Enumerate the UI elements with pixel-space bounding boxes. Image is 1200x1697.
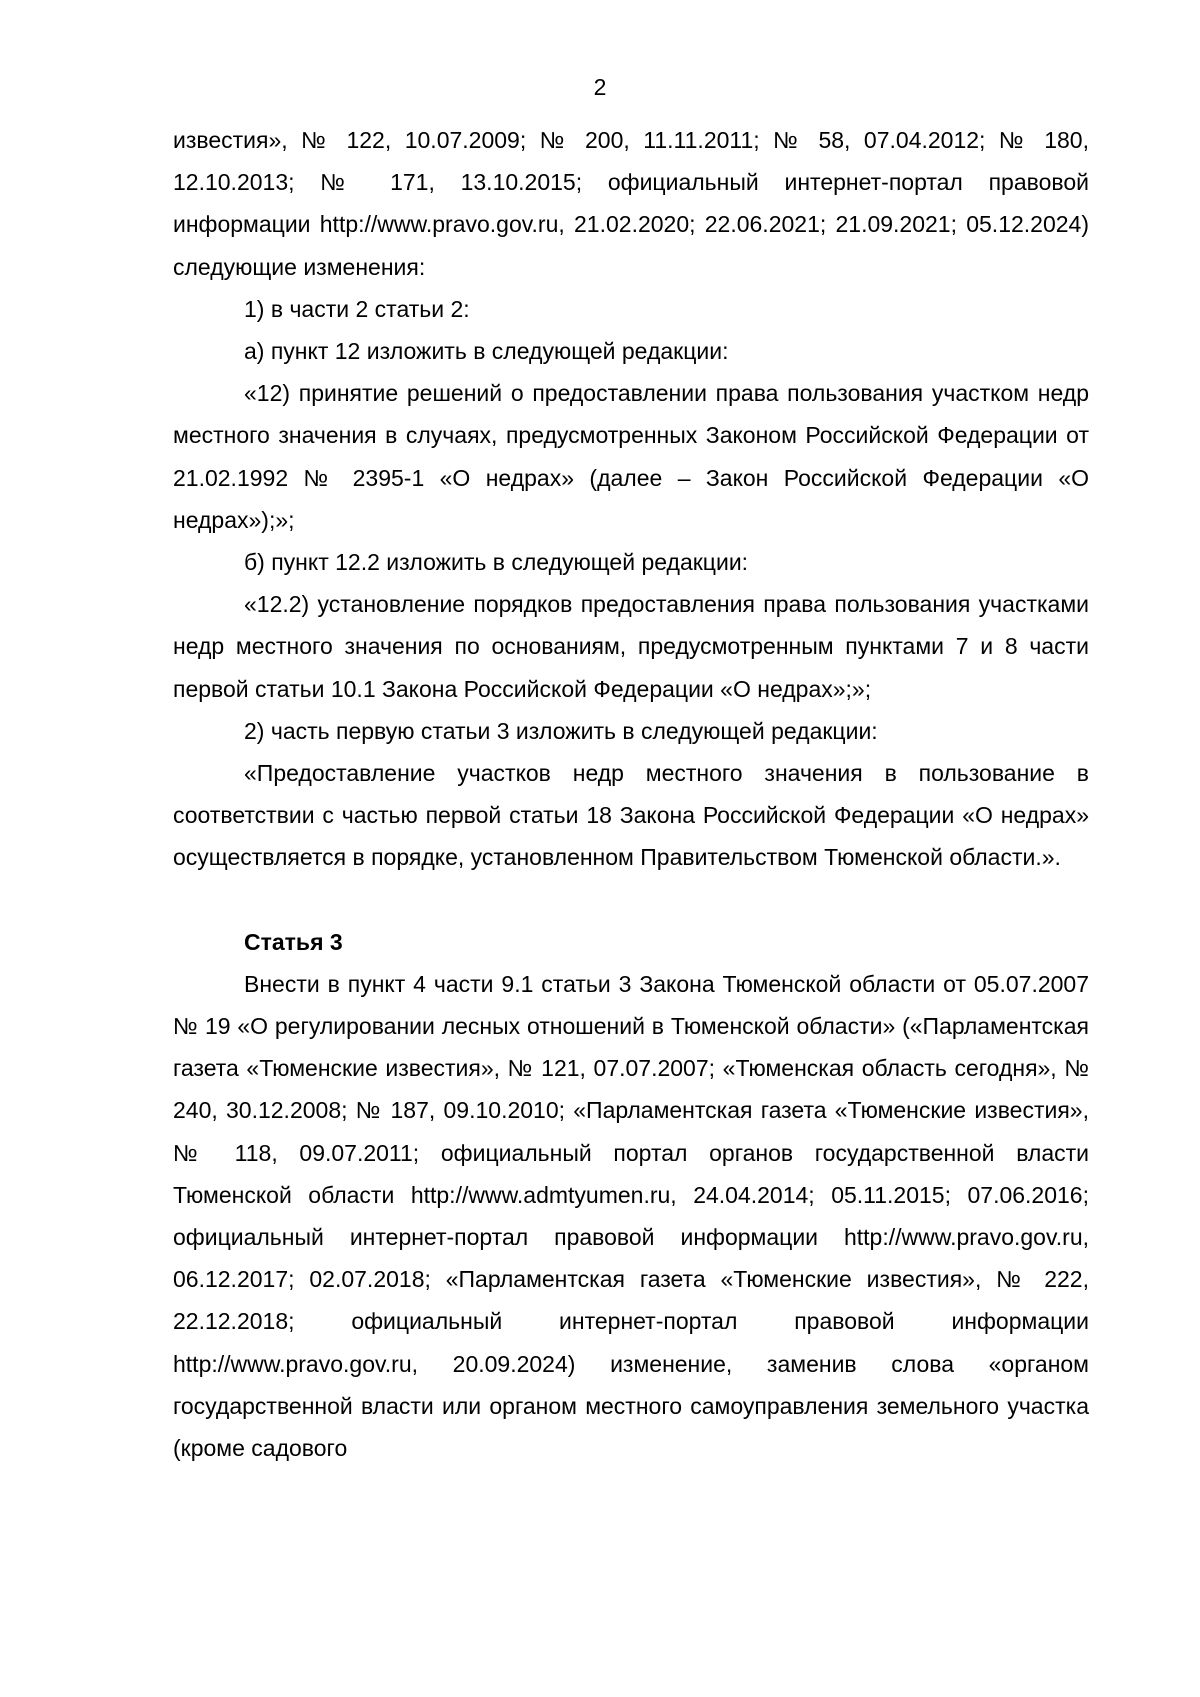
paragraph-continuation: известия», № 122, 10.07.2009; № 200, 11.11.2011; № 58, 07.04.2012; № 180, 12.10.2013; № 171, 13.10.2015; официальный интернет-портал правовой информации http://www.pravo.gov.ru, 21.02.2020; 22.06.2021; 21.09.2021; 05.12.2024) следующие изменения: (173, 127, 1089, 280)
paragraph-item-1: 1) в части 2 статьи 2: (244, 295, 470, 322)
paragraph-quote-article-3: «Предоставление участков недр местного значения в пользование в соответствии с частью первой статьи 18 Закона Российской Федерации «О недрах» осуществляется в порядке, установленном Правительством Тюменской области.». (173, 760, 1089, 871)
paragraph-article-3-body: Внести в пункт 4 части 9.1 статьи 3 Закона Тюменской области от 05.07.2007 № 19 «О регулировании лесных отношений в Тюменской области» («Парламентская газета «Тюменские известия», № 121, 07.07.2007; «Тюменская область сегодня», № 240, 30.12.2008; № 187, 09.10.2010; «Парламентская газета «Тюменские известия», № 118, 09.07.2011; официальный портал органов государственной власти Тюменской области http://www.admtyumen.ru, 24.04.2014; 05.11.2015; 07.06.2016; официальный интернет-портал правовой информации http://www.pravo.gov.ru, 06.12.2017; 02.07.2018; «Парламентская газета «Тюменские известия», № 222, 22.12.2018; официальный интернет-портал правовой информации http://www.pravo.gov.ru, 20.09.2024) изменение, заменив слова «органом государственной власти или органом местного самоуправления земельного участка (кроме садового (173, 970, 1089, 1462)
paragraph-subitem-a: а) пункт 12 изложить в следующей редакции: (244, 338, 729, 365)
paragraph-quote-12: «12) принятие решений о предоставлении права пользования участком недр местного значения в случаях, предусмотренных Законом Российской Федерации от 21.02.1992 № 2395-1 «О недрах» (далее – Закон Российской Федерации «О недрах»);»; (173, 380, 1089, 533)
page-number: 2 (593, 74, 607, 100)
paragraph-subitem-b: б) пункт 12.2 изложить в следующей редакции: (244, 549, 749, 576)
paragraph-item-2: 2) часть первую статьи 3 изложить в следующей редакции: (244, 717, 878, 744)
document-body (173, 119, 1089, 1469)
paragraph-quote-12-2: «12.2) установление порядков предоставления права пользования участками недр местного значения по основаниям, предусмотренным пунктами 7 и 8 части первой статьи 10.1 Закона Российской Федерации «О недрах»;»; (173, 591, 1089, 702)
article-heading: Статья 3 (244, 928, 343, 955)
